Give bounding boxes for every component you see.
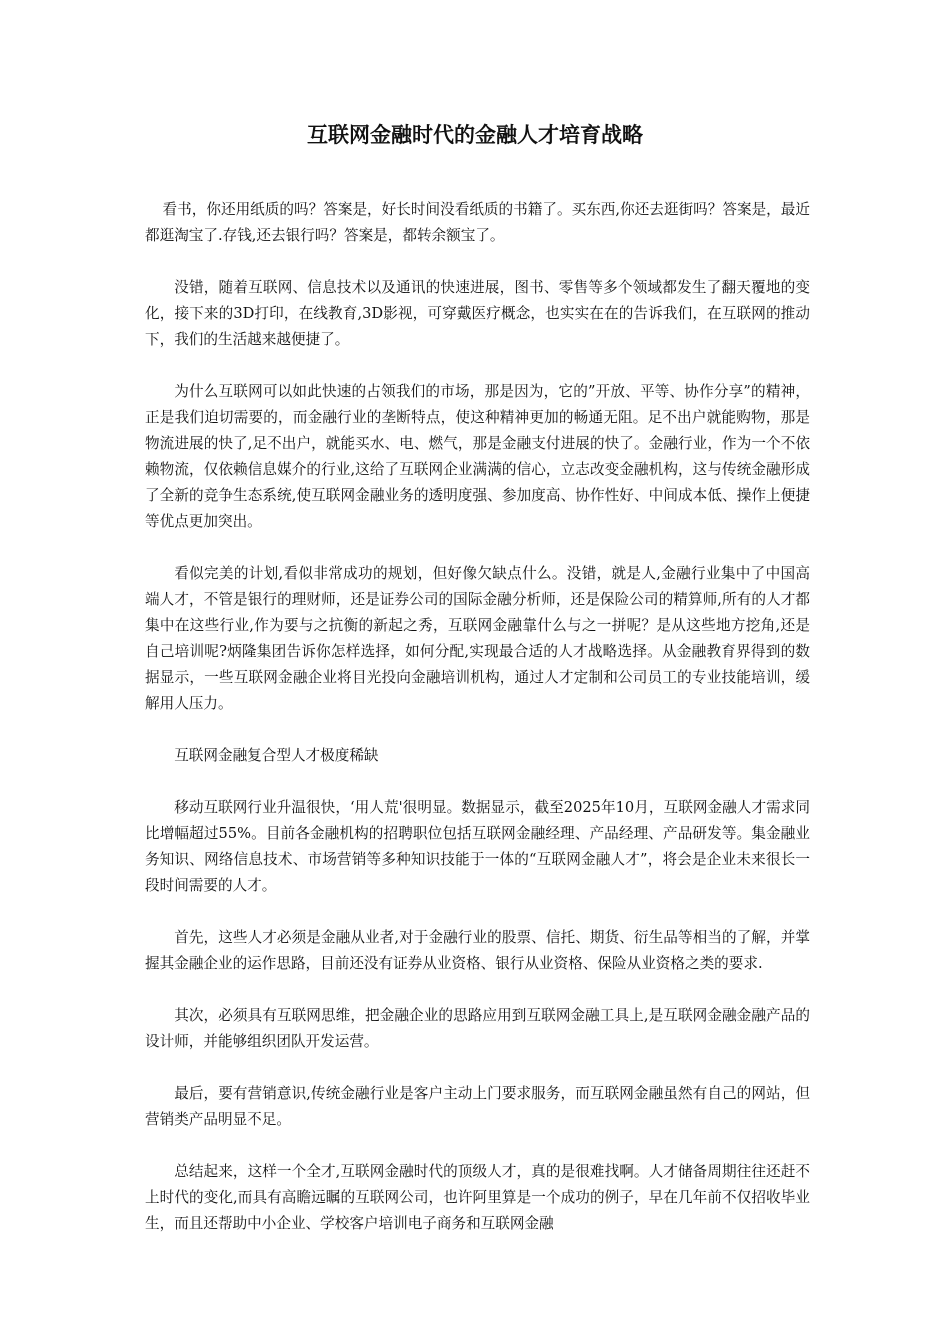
paragraph-6: 首先，这些人才必须是金融从业者,对于金融行业的股票、信托、期货、衍生品等相当的了解，并掌握其金融企业的运作思路，目前还没有证券从业资格、银行从业资格、保险从业资格之类的要求. xyxy=(145,929,810,972)
paragraph-4: 看似完美的计划,看似非常成功的规划，但好像欠缺点什么。没错，就是人,金融行业集中了中国高端人才，不管是银行的理财师，还是证券公司的国际金融分析师，还是保险公司的精算师,所有的人才都集中在这些行业,作为要与之抗衡的新起之秀，互联网金融靠什么与之一拼呢？是从这些地方挖角,还是自己培训呢?炳隆集团告诉你怎样选择，如何分配,实现最合适的人才战略选择。从金融教育界得到的数据显示，一些互联网金融企业将目光投向金融培训机构，通过人才定制和公司员工的专业技能培训，缓解用人压力。 xyxy=(145,565,810,712)
paragraph-1: 看书，你还用纸质的吗？答案是，好长时间没看纸质的书籍了。买东西,你还去逛街吗？答案是，最近都逛淘宝了.存钱,还去银行吗？答案是，都转余额宝了。 xyxy=(145,201,810,244)
paragraph-9: 总结起来，这样一个全才,互联网金融时代的顶级人才，真的是很难找啊。人才储备周期往往还赶不上时代的变化,而具有高瞻远瞩的互联网公司，也许阿里算是一个成功的例子，早在几年前不仅招收毕业生，而且还帮助中小企业、学校客户培训电子商务和互联网金融 xyxy=(145,1163,810,1232)
document-title: 互联网金融时代的金融人才培育战略 xyxy=(307,123,643,147)
document-body xyxy=(145,197,810,1263)
paragraph-5: 移动互联网行业升温很快，‘用人荒'很明显。数据显示，截至2025年10月，互联网金融人才需求同比增幅超过55%。目前各金融机构的招聘职位包括互联网金融经理、产品经理、产品研发等。集金融业务知识、网络信息技术、市场营销等多种知识技能于一体的“互联网金融人才”，将会是企业未来很长一段时间需要的人才。 xyxy=(145,799,810,894)
paragraph-2: 没错，随着互联网、信息技术以及通讯的快速进展，图书、零售等多个领域都发生了翻天覆地的变化，接下来的3D打印，在线教育,3D影视，可穿戴医疗概念，也实实在在的告诉我们，在互联网的推动下，我们的生活越来越便捷了。 xyxy=(145,279,810,348)
paragraph-8: 最后，要有营销意识,传统金融行业是客户主动上门要求服务，而互联网金融虽然有自己的网站，但营销类产品明显不足。 xyxy=(145,1085,810,1128)
paragraph-3: 为什么互联网可以如此快速的占领我们的市场，那是因为，它的”开放、平等、协作分享”的精神，正是我们迫切需要的，而金融行业的垄断特点，使这种精神更加的畅通无阻。足不出户就能购物，那是物流进展的快了,足不出户，就能买水、电、燃气，那是金融支付进展的快了。金融行业，作为一个不依赖物流，仅依赖信息媒介的行业,这给了互联网企业满满的信心，立志改变金融机构，这与传统金融形成了全新的竞争生态系统,使互联网金融业务的透明度强、参加度高、协作性好、中间成本低、操作上便捷等优点更加突出。 xyxy=(145,383,810,530)
paragraph-7: 其次，必须具有互联网思维，把金融企业的思路应用到互联网金融工具上,是互联网金融金融产品的设计师，并能够组织团队开发运营。 xyxy=(145,1007,810,1050)
section-heading: 互联网金融复合型人才极度稀缺 xyxy=(174,747,379,764)
